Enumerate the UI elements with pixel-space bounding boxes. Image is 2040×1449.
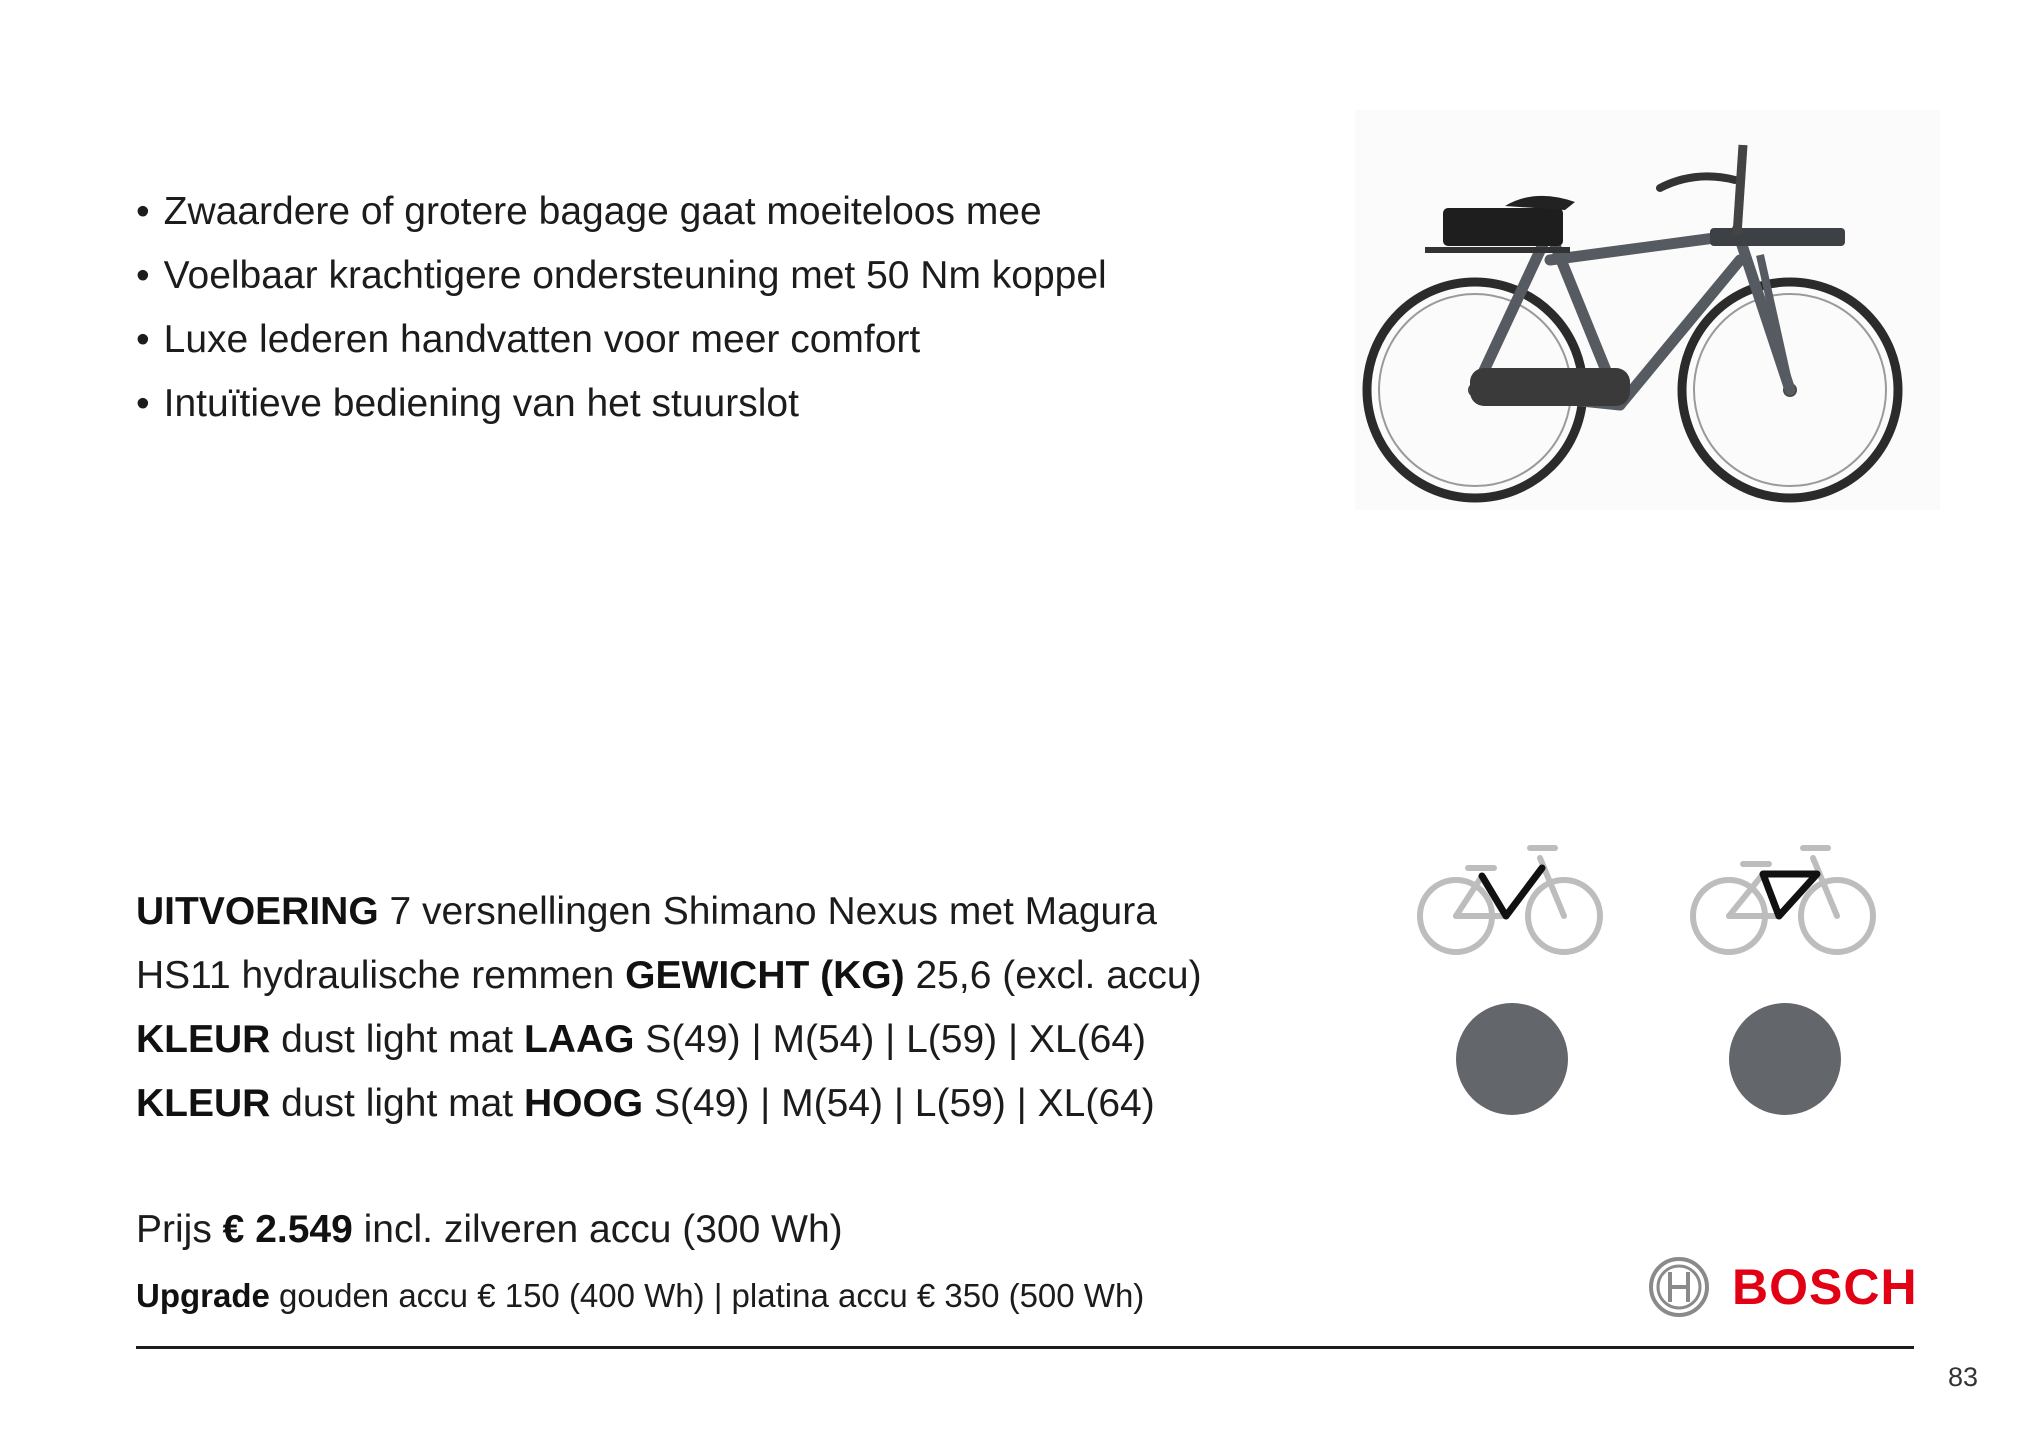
spec-block <box>136 880 1202 1136</box>
color-swatch-laag <box>1456 1003 1568 1115</box>
feature-item: • Luxe lederen handvatten voor meer comfort <box>136 308 1107 372</box>
upgrade-text: gouden accu € 150 (400 Wh) | platina accu € 350 (500 Wh) <box>269 1277 1145 1314</box>
hoog-sizes: S(49) | M(54) | L(59) | XL(64) <box>643 1082 1155 1125</box>
hoog-label: HOOG <box>523 1082 644 1125</box>
laag-sizes: S(49) | M(54) | L(59) | XL(64) <box>634 1018 1147 1061</box>
bike-photo <box>1355 110 1940 510</box>
price-amount: € 2.549 <box>222 1208 353 1251</box>
bosch-armature-icon <box>1648 1256 1710 1318</box>
color-swatch-hoog <box>1729 1003 1841 1115</box>
spec-line-uitvoering <box>136 880 1202 944</box>
page-number: 83 <box>1947 1362 1978 1392</box>
feature-item: • Intuïtieve bediening van het stuurslot <box>136 372 1107 436</box>
kleur-label: KLEUR <box>136 1082 271 1125</box>
spec-line-hoog <box>136 1072 1202 1136</box>
gewicht-label: GEWICHT (KG) <box>625 954 905 997</box>
laag-label: LAAG <box>523 1018 635 1061</box>
price-suffix: incl. zilveren accu (300 Wh) <box>352 1208 843 1251</box>
kleur-label: KLEUR <box>136 1018 271 1061</box>
feature-list <box>136 180 1107 436</box>
low-step-frame-icon <box>1410 838 1610 958</box>
high-frame-icon <box>1683 838 1883 958</box>
feature-item: • Voelbaar krachtigere ondersteuning met 50 Nm koppel <box>136 244 1107 308</box>
upgrade-line <box>136 1268 1144 1324</box>
uitvoering-label: UITVOERING <box>136 890 379 933</box>
price-line <box>136 1200 843 1260</box>
spec-line-laag <box>136 1008 1202 1072</box>
kleur-value: dust light mat <box>270 1082 524 1125</box>
feature-item: • Zwaardere of grotere bagage gaat moeiteloos mee <box>136 180 1107 244</box>
spec-line-gewicht <box>136 944 1202 1008</box>
upgrade-label: Upgrade <box>136 1277 270 1314</box>
kleur-value: dust light mat <box>270 1018 524 1061</box>
bosch-wordmark: BOSCH <box>1732 1259 1918 1315</box>
price-prefix: Prijs <box>136 1208 223 1251</box>
bosch-logo <box>1648 1254 1918 1320</box>
gewicht-value: 25,6 (excl. accu) <box>904 954 1202 997</box>
uitvoering-value: 7 versnellingen Shimano Nexus met Magura <box>378 890 1157 933</box>
footer-divider <box>136 1346 1914 1349</box>
uitvoering-value-2: HS11 hydraulische remmen <box>136 954 626 997</box>
